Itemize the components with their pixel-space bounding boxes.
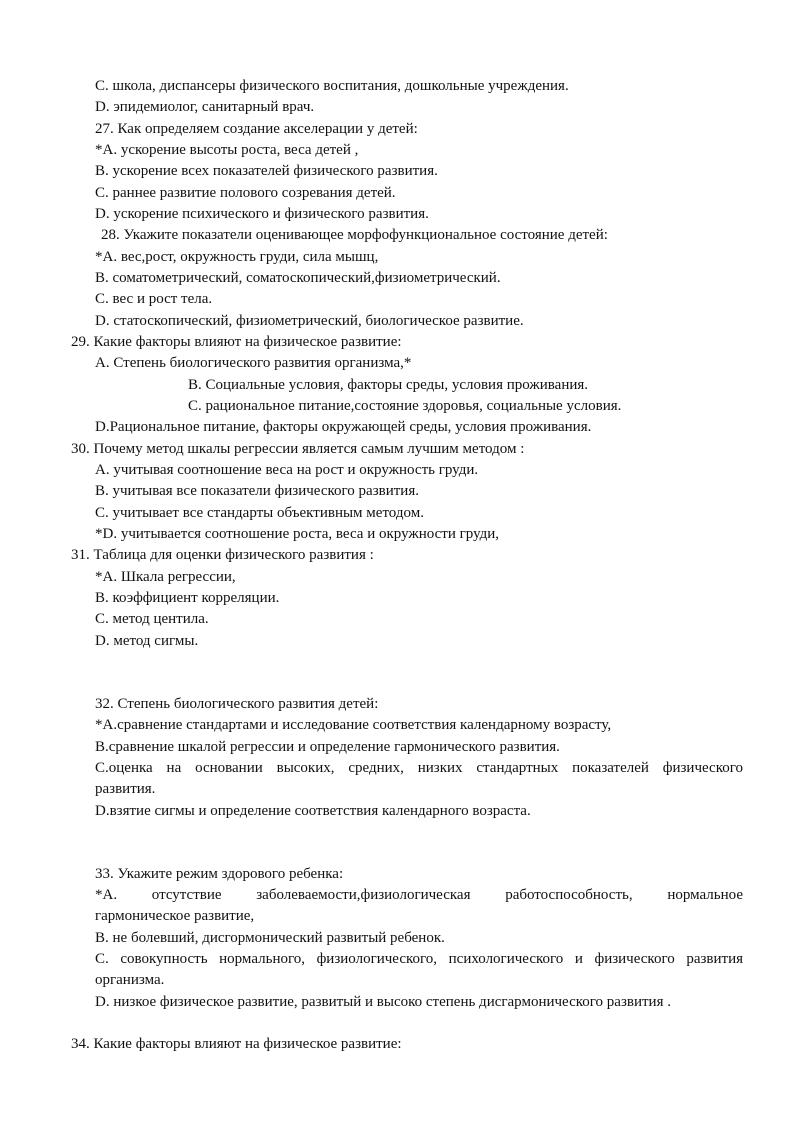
text-line: организма.: [95, 972, 165, 988]
text-line: D.Рациональное питание, факторы окружающей среды, условия проживания.: [95, 419, 592, 435]
text-line: В. коэффициент корреляции.: [95, 590, 280, 606]
text-line: гармоническое развитие,: [95, 908, 255, 924]
text-line: развития.: [95, 781, 156, 797]
text-line: С. школа, диспансеры физического воспитания, дошкольные учреждения.: [95, 78, 569, 94]
question-30: 30. Почему метод шкалы регрессии является самым лучшим методом :: [71, 441, 525, 457]
text-line: В. ускорение всех показателей физического развития.: [95, 163, 438, 179]
text-line: D. эпидемиолог, санитарный врач.: [95, 99, 315, 115]
question-29: 29. Какие факторы влияют на физическое развитие:: [71, 334, 402, 350]
question-32: 32. Степень биологического развития детей:: [95, 696, 379, 712]
text-line: *А.сравнение стандартами и исследование соответствия календарному возрасту,: [95, 717, 612, 733]
text-line: D. низкое физическое развитие, развитый и высоко степень дисгармонического развития .: [95, 994, 671, 1010]
text-line: D. статоскопический, физиометрический, биологическое развитие.: [95, 313, 524, 329]
text-line: В. Социальные условия, факторы среды, условия проживания.: [188, 377, 589, 393]
question-27: 27. Как определяем создание акселерации у детей:: [95, 121, 418, 137]
text-line: С.оценка на основании высоких, средних, низких стандартных показателей физического: [95, 760, 743, 776]
question-34: 34. Какие факторы влияют на физическое развитие:: [71, 1036, 402, 1052]
question-28: 28. Укажите показатели оценивающее морфофункциональное состояние детей:: [101, 227, 608, 243]
text-line: *D. учитывается соотношение роста, веса и окружности груди,: [95, 526, 500, 542]
text-line: *А. отсутствие заболеваемости,физиологическая работоспособность, нормальное: [95, 887, 743, 903]
text-line: В. учитывая все показатели физического развития.: [95, 483, 419, 499]
text-line: С. метод центила.: [95, 611, 209, 627]
text-line: С. рациональное питание,состояние здоровья, социальные условия.: [188, 398, 622, 414]
text-line: *А. ускорение высоты роста, веса детей ,: [95, 142, 359, 158]
text-line: В.сравнение шкалой регрессии и определение гармонического развития.: [95, 739, 560, 755]
text-line: С. вес и рост тела.: [95, 291, 213, 307]
text-line: *А. Шкала регрессии,: [95, 569, 236, 585]
text-line: D. ускорение психического и физического развития.: [95, 206, 429, 222]
text-line: С. учитывает все стандарты объективным методом.: [95, 505, 424, 521]
text-line: А. учитывая соотношение веса на рост и окружность груди.: [95, 462, 479, 478]
text-line: В. соматометрический, соматоскопический,физиометрический.: [95, 270, 501, 286]
text-line: D. метод сигмы.: [95, 633, 199, 649]
question-31: 31. Таблица для оценки физического развития :: [71, 547, 374, 563]
text-line: С. совокупность нормального, физиологического, психологического и физического развития: [95, 951, 743, 967]
text-line: *А. вес,рост, окружность груди, сила мышц,: [95, 249, 379, 265]
text-line: А. Степень биологического развития организма,*: [95, 355, 412, 371]
text-line: D.взятие сигмы и определение соответствия календарного возраста.: [95, 803, 531, 819]
text-line: С. раннее развитие полового созревания детей.: [95, 185, 396, 201]
question-33: 33. Укажите режим здорового ребенка:: [95, 866, 344, 882]
text-line: В. не болевший, дисгормонический развитый ребенок.: [95, 930, 445, 946]
